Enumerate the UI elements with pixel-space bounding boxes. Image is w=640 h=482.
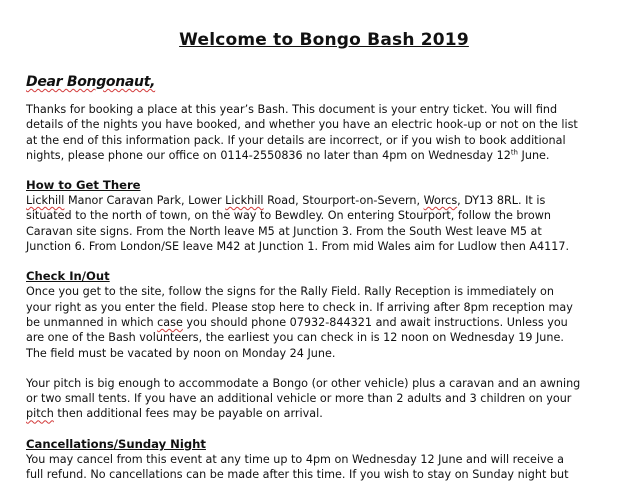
intro-line: at the end of this information pack. If your details are incorrect, or if you wish to book additional [26,133,566,147]
flagged-word: case [157,315,183,329]
pitch-line: or two small tents. If you have an additional vehicle or more than 2 adults and 3 children on your [26,392,572,406]
intro-line: details of the nights you have booked, and whether you have an electric hook-up or not on the list [26,118,578,132]
spacer [26,422,622,437]
spacer [26,361,622,376]
intro-text: nights, please phone our office on 0114-2550836 no later than 4pm on Wednesday 12 [26,148,511,162]
misspelled-word: Worcs [423,194,458,208]
spacer [26,254,622,269]
document-page [26,30,622,482]
cancellations-line: full refund. No cancellations can be made after this time. If you wish to stay on Sunday night but [26,468,569,482]
pitch-line [26,406,622,421]
section-heading-cancellations: Cancellations/Sunday Night [26,436,206,451]
directions-text: Manor Caravan Park, Lower [64,194,226,208]
directions-line [26,193,622,208]
directions-text: Road, Stourport-on-Severn, [263,194,424,208]
check-in-text: you should phone 07932-844321 and await instructions. Unless you [182,315,568,329]
misspelled-word: Lickhill [26,194,65,208]
pitch-line: Your pitch is big enough to accommodate a Bongo (or other vehicle) plus a caravan and an awning [26,376,581,390]
check-in-line: your right as you enter the field. Please stop here to check in. If arriving after 8pm reception may [26,300,573,314]
check-in-line: Once you get to the site, follow the signs for the Rally Field. Rally Reception is immediately on [26,285,554,299]
cancellations-paragraph [26,452,622,482]
spacer [26,163,622,178]
directions-line: Caravan site signs. From the North leave M5 at Junction 3. From the South West leave M5 at [26,224,542,238]
pitch-text: then additional fees may be payable on arrival. [53,407,323,421]
intro-text: June. [518,148,550,162]
document-title: Welcome to Bongo Bash 2019 [179,30,469,50]
intro-paragraph [26,102,622,163]
section-heading-check-in: Check In/Out [26,269,110,284]
pitch-paragraph [26,376,622,422]
ordinal-suffix: th [510,148,518,157]
section-heading-directions: How to Get There [26,178,141,193]
intro-line: Thanks for booking a place at this year’s Bash. This document is your entry ticket. You will find [26,103,558,116]
directions-line: situated to the north of town, on the way to Bewdley. On entering Stourport, follow the brown [26,209,551,223]
flagged-word: pitch [26,407,54,421]
check-in-line: are one of the Bash volunteers, the earliest you can check in is 12 noon on Wednesday 19 June. [26,331,564,345]
directions-line: Junction 6. From London/SE leave M42 at Junction 1. From mid Wales aim for Ludlow then A4117. [26,240,570,254]
intro-line [26,148,622,163]
directions-text: , DY13 8RL. It is [457,194,546,208]
check-in-line: The field must be vacated by noon on Monday 24 June. [26,346,336,360]
misspelled-word: Lickhill [225,194,264,208]
check-in-text: be unmanned in which [26,315,158,329]
salutation-text: Dear Bongonaut, [26,74,156,90]
check-in-line [26,315,622,330]
check-in-paragraph [26,284,622,360]
directions-paragraph [26,193,622,254]
salutation [26,74,622,90]
cancellations-line: You may cancel from this event at any time up to 4pm on Wednesday 12 June and will receive a [26,452,564,466]
